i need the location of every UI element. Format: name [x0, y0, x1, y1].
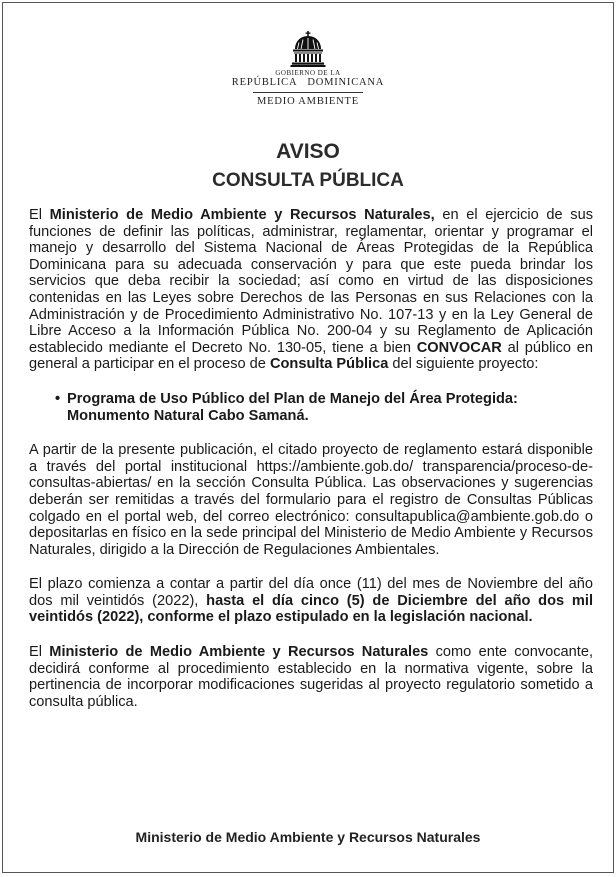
paragraph-convocation — [29, 207, 593, 373]
bold-span: Consulta Pública — [269, 356, 389, 373]
project-bullet — [55, 391, 593, 424]
bold-span: hasta el día cinco (5) de Diciembre del año dos mil veintidós (2022), conforme el plazo estipulado en la legislación nacional. — [29, 592, 593, 626]
paragraph-decision — [29, 644, 593, 710]
text-span: El plazo comienza a contar a partir del día once (11) del mes de Noviembre del año dos mil veintidós (2022), — [29, 576, 593, 609]
government-logo-block — [3, 31, 613, 107]
text-span: El — [29, 207, 50, 223]
government-label: GOBIERNO DE LA — [275, 69, 341, 77]
project-name: Programa de Uso Público del Plan de Manejo del Área Protegida: Monumento Natural Cabo Samaná. — [67, 390, 518, 424]
bold-span: Ministerio de Medio Ambiente y Recursos Naturales, — [49, 207, 435, 223]
text-span: en el ejercicio de sus funciones de definir las políticas, administrar, reglamentar, orientar y programar el manejo y desarrollo del Sistema Nacional de Áreas Protegidas de la República Dominicana para su adecuada conservación y para que este pueda brindar los servicios que deba recibir la sociedad; así como en virtud de las disposiciones contenidas en las Leyes sobre Derechos de las Personas en sus Relaciones con la Administración y de Procedimiento Administrativo No. 107-13 y en la Ley General de Libre Acceso a la Información Pública No. 200-04 y su Reglamento de Aplicación establecido mediante el Decreto No. 130-05, tiene a bien — [29, 207, 594, 356]
text-span: como ente convocante, decidirá conforme al procedimiento establecido en la normativa vigente, sobre la pertinencia de incorporar modificaciones sugeridas al proyecto regulatorio sometido a consulta pública. — [29, 644, 594, 710]
paragraph-deadline — [29, 576, 593, 626]
bullet-dot: • — [55, 390, 61, 407]
text-span: al público en general a participar en el proceso de — [29, 339, 593, 373]
footer-signature: Ministerio de Medio Ambiente y Recursos Naturales — [135, 829, 481, 845]
bold-span: CONVOCAR — [416, 339, 502, 356]
bold-span: Ministerio de Medio Ambiente y Recursos Naturales — [49, 644, 429, 661]
dominicana-word: DOMINICANA — [307, 77, 385, 88]
paragraph-availability: A partir de la presente publicación, el citado proyecto de reglamento estará disponible a través del portal institucional https://ambiente.gob.do/ transparencia/proceso-de-consultas-abiertas/ en la sección Consulta Pública. Las observaciones y sugerencias deberán ser remitidas a través del formulario para el registro de Consultas Públicas colgado en el portal web, del correo electrónico: consultapublica@ambiente.gob.do o depositarlas en físico en la sede principal del Ministerio de Medio Ambiente y Recursos Naturales, dirigido a la Dirección de Regulaciones Ambientales. — [29, 442, 593, 558]
notice-title: AVISO — [276, 140, 340, 163]
header-divider — [253, 92, 363, 93]
notice-page — [2, 2, 614, 873]
notice-subtitle: CONSULTA PÚBLICA — [212, 170, 404, 191]
text-span: del siguiente proyecto: — [388, 356, 539, 373]
ministry-header-label: MEDIO AMBIENTE — [257, 96, 359, 107]
text-span: El — [29, 644, 50, 661]
notice-body — [29, 207, 593, 710]
republic-word: REPÚBLICA — [231, 77, 298, 88]
dome-seal-icon — [289, 31, 327, 67]
republic-label — [3, 77, 613, 88]
